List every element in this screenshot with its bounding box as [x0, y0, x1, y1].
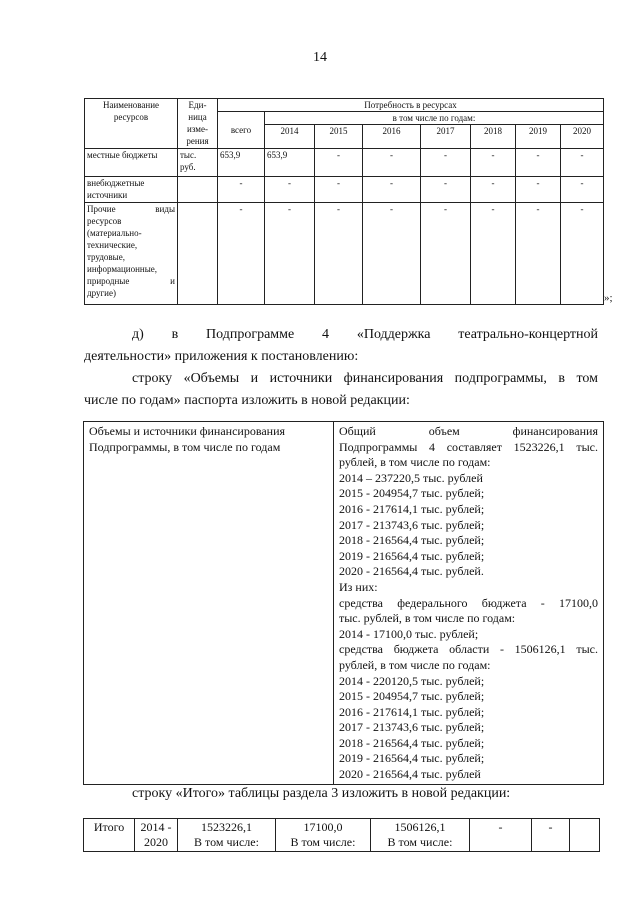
passport-line: рублей, в том числе по годам:	[339, 657, 491, 672]
passport-line: рублей, в том числе по годам:	[339, 455, 491, 470]
row-total: -	[218, 203, 265, 305]
row-value: -	[561, 203, 604, 305]
row-unit	[178, 177, 218, 203]
passport-line: средства федерального бюджета - 17100,0	[339, 595, 598, 610]
row-value: -	[421, 203, 471, 305]
passport-line: 2018 - 216564,4 тыс. рублей;	[339, 735, 485, 750]
itogo-total: 1523226,1 В том числе:	[178, 819, 276, 852]
paragraph-d-line-4: числе по годам» паспорта изложить в новой редакции:	[84, 393, 410, 408]
row-value: -	[363, 149, 421, 177]
passport-line: тыс. рублей, в том числе по годам:	[339, 611, 516, 626]
passport-line: 2017 - 213743,6 тыс. рублей;	[339, 517, 485, 532]
header-year: 2014	[265, 125, 315, 149]
passport-line: 2017 - 213743,6 тыс. рублей;	[339, 720, 485, 735]
row-value: -	[471, 149, 516, 177]
row-value: -	[315, 149, 363, 177]
passport-label: Объемы и источники финансирования Подпрограммы, в том числе по годам	[84, 422, 334, 785]
itogo-cell	[570, 819, 600, 852]
row-name: местные бюджеты	[85, 149, 178, 177]
header-total: всего	[218, 112, 265, 149]
passport-line: средства бюджета области - 1506126,1 тыс.	[339, 642, 598, 657]
header-need: Потребность в ресурсах	[218, 99, 604, 112]
header-year: 2015	[315, 125, 363, 149]
passport-line: 2016 - 217614,1 тыс. рублей;	[339, 704, 485, 719]
header-year: 2020	[561, 125, 604, 149]
passport-value	[334, 422, 604, 785]
row-value: -	[471, 177, 516, 203]
paragraph-d-line-2: деятельности» приложения к постановлению:	[84, 349, 359, 364]
header-year: 2019	[516, 125, 561, 149]
itogo-cell: -	[470, 819, 532, 852]
row-value: -	[363, 203, 421, 305]
row-value: -	[561, 177, 604, 203]
row-unit	[178, 203, 218, 305]
row-value: -	[516, 177, 561, 203]
page-number: 14	[313, 50, 327, 65]
table-row	[84, 819, 600, 852]
row-value: -	[315, 177, 363, 203]
passport-line: 2020 - 216564,4 тыс. рублей	[339, 767, 481, 782]
row-name: Прочие виды ресурсов (материально- технические, трудовые, информационные, природные и другие)	[85, 203, 178, 305]
header-by-years: в том числе по годам:	[265, 112, 604, 125]
passport-line: 2014 – 237220,5 тыс. рублей	[339, 470, 483, 485]
header-unit: Еди- ница изме- рения	[178, 99, 218, 149]
paragraph-itogo: строку «Итого» таблицы раздела 3 изложить в новой редакции:	[132, 786, 511, 801]
row-value: -	[421, 149, 471, 177]
passport-line: 2020 - 216564,4 тыс. рублей.	[339, 564, 484, 579]
passport-line: 2015 - 204954,7 тыс. рублей;	[339, 486, 485, 501]
passport-line: 2015 - 204954,7 тыс. рублей;	[339, 689, 485, 704]
passport-table	[83, 421, 604, 785]
passport-line: Общий объем финансирования	[339, 424, 598, 438]
row-value: -	[421, 177, 471, 203]
itogo-label: Итого	[84, 819, 135, 852]
header-year: 2016	[363, 125, 421, 149]
row-value: -	[265, 203, 315, 305]
row-value: -	[471, 203, 516, 305]
passport-line: 2018 - 216564,4 тыс. рублей;	[339, 533, 485, 548]
itogo-federal: 17100,0 В том числе:	[276, 819, 371, 852]
row-value: -	[363, 177, 421, 203]
passport-line: 2019 - 216564,4 тыс. рублей;	[339, 751, 485, 766]
row-value: -	[265, 177, 315, 203]
itogo-period: 2014 - 2020	[135, 819, 178, 852]
row-value: -	[561, 149, 604, 177]
table-row	[85, 203, 604, 305]
row-value: 653,9	[265, 149, 315, 177]
header-year: 2018	[471, 125, 516, 149]
row-total: 653,9	[218, 149, 265, 177]
row-value: -	[516, 149, 561, 177]
table-row	[85, 177, 604, 203]
passport-line: 2014 - 17100,0 тыс. рублей;	[339, 626, 479, 641]
row-value: -	[315, 203, 363, 305]
passport-line: 2014 - 220120,5 тыс. рублей;	[339, 673, 485, 688]
passport-line: Из них:	[339, 579, 378, 594]
passport-line: 2019 - 216564,4 тыс. рублей;	[339, 548, 485, 563]
row-unit: тыс. руб.	[178, 149, 218, 177]
itogo-cell: -	[532, 819, 570, 852]
row-name: внебюджетные источники	[85, 177, 178, 203]
passport-line: Подпрограммы 4 составляет 1523226,1 тыс.	[339, 439, 598, 454]
row-total: -	[218, 177, 265, 203]
paragraph-d-line-1: д) в Подпрограмме 4 «Поддержка театрально-концертной	[132, 327, 598, 342]
closing-quote: »;	[604, 292, 613, 304]
header-year: 2017	[421, 125, 471, 149]
passport-line: 2016 - 217614,1 тыс. рублей;	[339, 501, 485, 516]
itogo-table	[83, 818, 600, 852]
paragraph-d-line-3: строку «Объемы и источники финансирования подпрограммы, в том	[132, 371, 598, 386]
header-resource-name: Наименование ресурсов	[85, 99, 178, 149]
table-row	[85, 149, 604, 177]
itogo-regional: 1506126,1 В том числе:	[371, 819, 470, 852]
resources-table	[84, 98, 604, 305]
row-value: -	[516, 203, 561, 305]
